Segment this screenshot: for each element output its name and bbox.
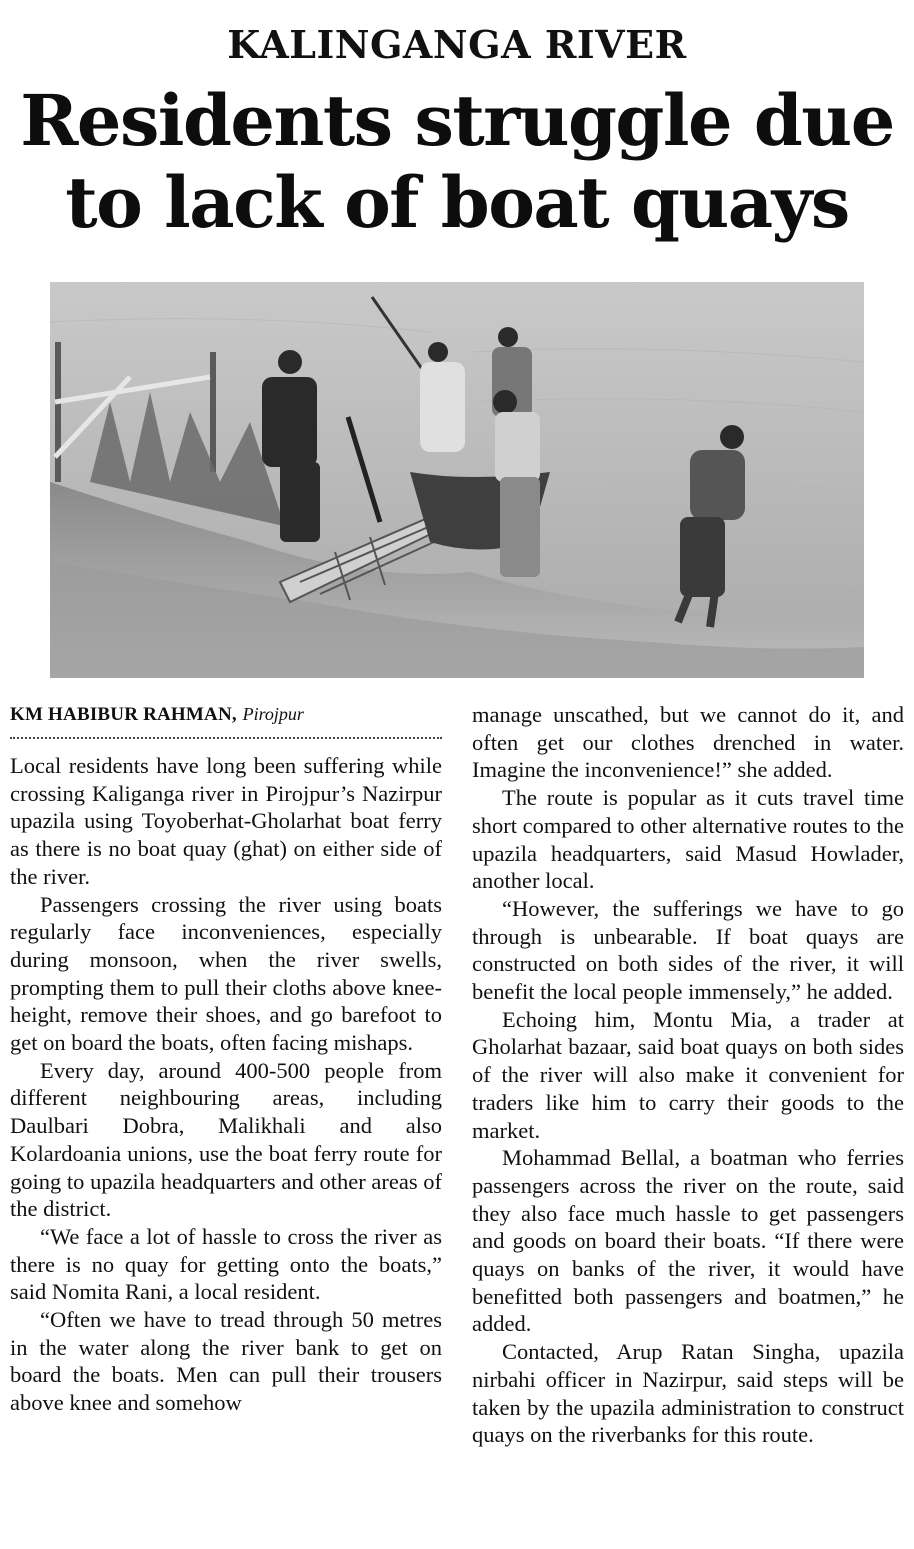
paragraph: Local residents have long been suffering while crossing Kaliganga river in Pirojpur’s Nazirpur upazila using Toyoberhat-Gholarhat boat ferry as there is no boat quay (ghat) on either side of the river. [10,753,442,889]
paragraph: “However, the sufferings we have to go through is unbearable. If boat quays are constructed on both sides of the river, it will benefit the local people immensely,” he added. [472,895,904,1005]
byline-location: Pirojpur [242,704,304,724]
byline [10,702,442,727]
headline [0,80,914,244]
paragraph: Contacted, Arup Ratan Singha, upazila nirbahi officer in Nazirpur, said steps will be taken by the upazila administration to construct quays on the riverbanks for this route. [472,1339,904,1448]
paragraph: Every day, around 400-500 people from different neighbouring areas, including Daulbari Dobra, Malikhali and also Kolardoania unions, use the boat ferry route for going to upazila headquarters and other areas of the district. [10,1057,442,1222]
paragraph: Echoing him, Montu Mia, a trader at Gholarhat bazaar, said boat quays on both sides of the river will also make it convenient for traders like him to carry their goods to the market. [472,1006,904,1143]
byline-author: KM HABIBUR RAHMAN, [10,704,237,725]
section-kicker: KALINGANGA RIVER [227,22,687,67]
article-column-2 [472,701,904,1449]
article-column-1 [10,752,442,1417]
river-boat-photo [50,282,864,678]
paragraph: Mohammad Bellal, a boatman who ferries passengers across the river on the route, said they also face much hassle to get passengers and goods on board their boats. “If there were quays on banks of the river, it would have benefitted both passengers and boatmen,” he added. [472,1145,904,1337]
headline-line-1: Residents struggle due [20,79,894,162]
paragraph: manage unscathed, but we cannot do it, and often get our clothes drenched in water. Imagine the inconvenience!” she added. [472,702,904,783]
paragraph: The route is popular as it cuts travel time short compared to other alternative routes to the upazila headquarters, said Masud Howlader, another local. [472,785,904,894]
byline-divider [10,737,442,739]
paragraph: “We face a lot of hassle to cross the river as there is no quay for getting onto the boats,” said Nomita Rani, a local resident. [10,1223,442,1305]
headline-line-2: to lack of boat quays [65,161,849,244]
paragraph: Passengers crossing the river using boats regularly face inconveniences, especially during monsoon, when the river swells, prompting them to pull their cloths above knee-height, remove their shoes, and go barefoot to get on board the boats, often facing mishaps. [10,891,442,1056]
paragraph: “Often we have to tread through 50 metres in the water along the river bank to get on board the boats. Men can pull their trousers above knee and somehow [10,1307,442,1416]
photo-image [50,282,864,678]
